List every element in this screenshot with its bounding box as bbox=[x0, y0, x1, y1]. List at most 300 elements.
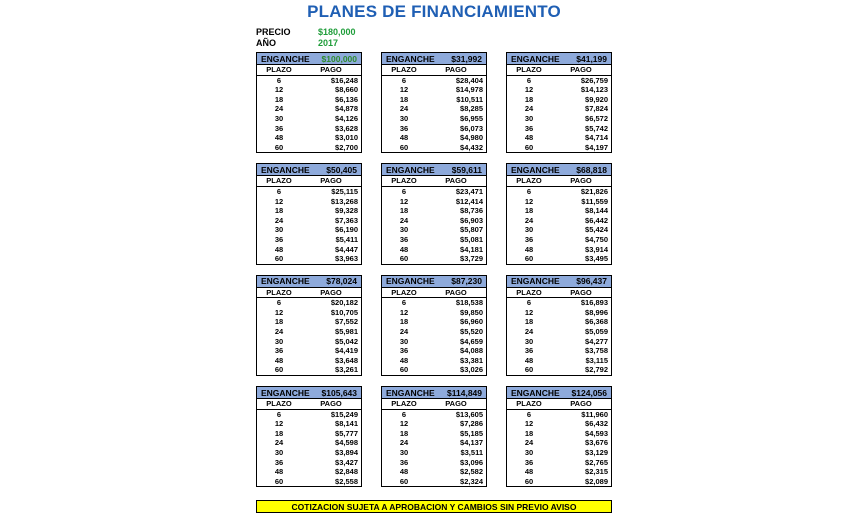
pago-cell: $6,368 bbox=[585, 317, 608, 327]
table-row bbox=[382, 254, 486, 264]
plazo-cell: 60 bbox=[399, 254, 409, 264]
card-header bbox=[381, 52, 487, 65]
pago-cell: $5,411 bbox=[335, 234, 358, 244]
pago-cell: $8,141 bbox=[335, 419, 358, 429]
pago-cell: $5,042 bbox=[335, 336, 358, 346]
table-row bbox=[382, 76, 486, 86]
plazo-cell: 36 bbox=[274, 234, 284, 244]
plazo-cell: 48 bbox=[399, 355, 409, 365]
table-row bbox=[382, 337, 486, 347]
pago-cell: $11,559 bbox=[581, 196, 608, 206]
table-row bbox=[257, 337, 361, 347]
pago-cell: $8,144 bbox=[585, 206, 608, 216]
table-row bbox=[257, 76, 361, 86]
enganche-value: $124,056 bbox=[571, 387, 607, 398]
table-row bbox=[257, 225, 361, 235]
table-row bbox=[257, 95, 361, 105]
pago-cell: $8,285 bbox=[460, 104, 483, 114]
pago-cell: $4,277 bbox=[585, 336, 608, 346]
payment-table bbox=[256, 65, 362, 153]
plazo-cell: 48 bbox=[524, 133, 534, 143]
pago-cell: $8,736 bbox=[460, 206, 483, 216]
pago-cell: $12,414 bbox=[455, 196, 483, 206]
pago-cell: $3,427 bbox=[335, 457, 358, 467]
pago-cell: $2,700 bbox=[335, 142, 358, 152]
table-row bbox=[507, 76, 611, 86]
pago-cell: $6,190 bbox=[335, 225, 358, 235]
plazo-cell: 6 bbox=[526, 409, 532, 419]
table-row bbox=[507, 254, 611, 264]
pago-cell: $3,261 bbox=[335, 365, 358, 375]
pago-cell: $21,826 bbox=[580, 186, 608, 196]
table-row bbox=[257, 458, 361, 468]
enganche-value: $31,992 bbox=[451, 53, 482, 64]
table-row bbox=[507, 95, 611, 105]
card-header bbox=[506, 52, 612, 65]
table-row bbox=[507, 235, 611, 245]
table-row bbox=[382, 298, 486, 308]
enganche-value: $96,437 bbox=[576, 276, 607, 287]
pago-cell: $4,598 bbox=[335, 438, 358, 448]
plazo-cell: 36 bbox=[274, 123, 284, 133]
enganche-value: $100,000 bbox=[321, 53, 357, 64]
pago-cell: $3,026 bbox=[460, 365, 483, 375]
pago-cell: $3,963 bbox=[335, 254, 358, 264]
plazo-cell: 60 bbox=[399, 142, 409, 152]
pago-cell: $10,511 bbox=[456, 94, 483, 104]
plazo-cell: 60 bbox=[274, 142, 284, 152]
pago-cell: $6,572 bbox=[585, 113, 608, 123]
pago-cell: $6,442 bbox=[585, 215, 608, 225]
table-header bbox=[257, 176, 361, 187]
plazo-cell: 60 bbox=[274, 254, 284, 264]
table-row bbox=[257, 104, 361, 114]
table-row bbox=[507, 225, 611, 235]
enganche-label: ENGANCHE bbox=[386, 387, 435, 398]
plazo-cell: 60 bbox=[524, 254, 534, 264]
plazo-cell: 12 bbox=[399, 196, 409, 206]
plazo-cell: 6 bbox=[276, 186, 282, 196]
plazo-cell: 60 bbox=[524, 476, 534, 486]
pago-header: PAGO bbox=[320, 399, 342, 409]
pago-cell: $4,750 bbox=[585, 234, 608, 244]
pago-cell: $28,404 bbox=[455, 75, 483, 85]
financing-card bbox=[381, 52, 487, 153]
table-row bbox=[257, 206, 361, 216]
card-header bbox=[381, 163, 487, 176]
plazo-cell: 6 bbox=[401, 75, 407, 85]
pago-cell: $26,759 bbox=[580, 75, 608, 85]
table-row bbox=[382, 356, 486, 366]
plazo-cell: 36 bbox=[524, 123, 534, 133]
payment-table bbox=[381, 176, 487, 264]
pago-cell: $5,424 bbox=[585, 225, 608, 235]
table-header bbox=[382, 288, 486, 299]
table-header bbox=[382, 399, 486, 410]
card-header bbox=[256, 386, 362, 399]
pago-cell: $7,552 bbox=[335, 317, 358, 327]
table-row bbox=[507, 197, 611, 207]
pago-cell: $4,659 bbox=[460, 336, 483, 346]
plazo-cell: 6 bbox=[401, 186, 407, 196]
pago-cell: $10,705 bbox=[330, 307, 358, 317]
table-row bbox=[382, 438, 486, 448]
table-row bbox=[257, 143, 361, 153]
plazo-cell: 48 bbox=[274, 467, 284, 477]
table-header bbox=[257, 288, 361, 299]
pago-cell: $16,893 bbox=[580, 298, 608, 308]
table-row bbox=[507, 85, 611, 95]
table-row bbox=[507, 337, 611, 347]
table-row bbox=[257, 419, 361, 429]
plazo-header: PLAZO bbox=[516, 65, 542, 74]
table-row bbox=[507, 216, 611, 226]
pago-cell: $4,447 bbox=[335, 244, 358, 254]
table-row bbox=[507, 458, 611, 468]
table-row bbox=[382, 95, 486, 105]
table-row bbox=[382, 410, 486, 420]
pago-cell: $5,081 bbox=[460, 234, 483, 244]
table-row bbox=[382, 225, 486, 235]
financing-card bbox=[256, 52, 362, 153]
plazo-cell: 30 bbox=[399, 448, 409, 457]
plazo-cell: 24 bbox=[399, 438, 409, 448]
pago-cell: $8,660 bbox=[335, 85, 358, 95]
plazo-cell: 24 bbox=[524, 215, 534, 225]
plazo-cell: 48 bbox=[399, 244, 409, 254]
plazo-cell: 24 bbox=[524, 327, 534, 337]
pago-cell: $5,185 bbox=[460, 428, 483, 438]
plazo-header: PLAZO bbox=[516, 399, 542, 409]
table-row bbox=[257, 346, 361, 356]
precio-row bbox=[256, 27, 356, 37]
plazo-cell: 30 bbox=[399, 336, 409, 346]
pago-cell: $4,088 bbox=[460, 346, 483, 356]
table-row bbox=[507, 327, 611, 337]
table-row bbox=[257, 245, 361, 255]
plazo-cell: 36 bbox=[524, 234, 534, 244]
pago-cell: $5,520 bbox=[460, 327, 483, 337]
plazo-cell: 6 bbox=[276, 298, 282, 308]
enganche-label: ENGANCHE bbox=[511, 53, 560, 64]
plazo-cell: 24 bbox=[274, 438, 284, 448]
enganche-value: $41,199 bbox=[576, 53, 607, 64]
card-header bbox=[506, 163, 612, 176]
pago-cell: $3,096 bbox=[460, 457, 483, 467]
plazo-cell: 18 bbox=[274, 428, 284, 438]
plazo-cell: 18 bbox=[399, 94, 409, 104]
enganche-value: $50,405 bbox=[326, 164, 357, 175]
plazo-cell: 12 bbox=[524, 307, 534, 317]
pago-cell: $2,089 bbox=[585, 476, 608, 486]
pago-cell: $5,059 bbox=[585, 327, 608, 337]
pago-cell: $9,328 bbox=[335, 206, 358, 216]
card-row bbox=[256, 386, 612, 487]
enganche-label: ENGANCHE bbox=[511, 164, 560, 175]
payment-table bbox=[381, 288, 487, 376]
pago-cell: $6,903 bbox=[460, 215, 483, 225]
pago-cell: $2,558 bbox=[335, 476, 358, 486]
enganche-label: ENGANCHE bbox=[511, 276, 560, 287]
precio-value: $180,000 bbox=[318, 27, 356, 37]
plazo-header: PLAZO bbox=[266, 287, 292, 297]
enganche-label: ENGANCHE bbox=[386, 164, 435, 175]
table-row bbox=[382, 114, 486, 124]
table-row bbox=[507, 410, 611, 420]
table-row bbox=[382, 429, 486, 439]
card-header bbox=[256, 275, 362, 288]
plazo-cell: 18 bbox=[524, 317, 534, 327]
disclaimer-banner: COTIZACION SUJETA A APROBACION Y CAMBIOS SIN PREVIO AVISO bbox=[256, 500, 612, 513]
pago-cell: $6,432 bbox=[585, 419, 608, 429]
table-row bbox=[382, 365, 486, 375]
pago-cell: $13,605 bbox=[455, 409, 483, 419]
table-row bbox=[507, 206, 611, 216]
plazo-cell: 12 bbox=[399, 85, 409, 95]
pago-cell: $5,777 bbox=[335, 428, 358, 438]
payment-table bbox=[506, 65, 612, 153]
financing-card bbox=[381, 275, 487, 376]
plazo-cell: 24 bbox=[399, 327, 409, 337]
plazo-cell: 36 bbox=[399, 346, 409, 356]
plazo-cell: 24 bbox=[274, 327, 284, 337]
pago-header: PAGO bbox=[570, 399, 592, 409]
pago-cell: $9,850 bbox=[460, 307, 483, 317]
plazo-cell: 24 bbox=[524, 438, 534, 448]
pago-cell: $14,978 bbox=[455, 85, 483, 95]
pago-cell: $2,848 bbox=[335, 467, 358, 477]
pago-cell: $4,878 bbox=[335, 104, 358, 114]
plazo-header: PLAZO bbox=[391, 399, 417, 409]
plazo-cell: 18 bbox=[524, 206, 534, 216]
plazo-cell: 48 bbox=[524, 467, 534, 477]
card-row bbox=[256, 52, 612, 153]
table-row bbox=[257, 197, 361, 207]
plazo-cell: 60 bbox=[399, 365, 409, 375]
plazo-cell: 30 bbox=[274, 113, 284, 123]
plazo-cell: 18 bbox=[274, 94, 284, 104]
plazo-cell: 6 bbox=[276, 409, 282, 419]
pago-cell: $3,628 bbox=[335, 123, 358, 133]
enganche-value: $114,849 bbox=[447, 387, 482, 398]
enganche-label: ENGANCHE bbox=[386, 53, 435, 64]
card-header bbox=[256, 52, 362, 65]
plazo-cell: 12 bbox=[274, 85, 284, 95]
pago-cell: $6,073 bbox=[460, 123, 483, 133]
plazo-header: PLAZO bbox=[266, 399, 292, 409]
table-row bbox=[382, 317, 486, 327]
plazo-cell: 36 bbox=[399, 123, 409, 133]
enganche-label: ENGANCHE bbox=[511, 387, 560, 398]
plazo-cell: 6 bbox=[526, 186, 532, 196]
card-header bbox=[256, 163, 362, 176]
anio-label: AÑO bbox=[256, 38, 276, 48]
financing-grid bbox=[256, 52, 612, 497]
plazo-cell: 60 bbox=[524, 142, 534, 152]
pago-header: PAGO bbox=[320, 65, 342, 74]
table-row bbox=[257, 124, 361, 134]
table-header bbox=[507, 176, 611, 187]
pago-header: PAGO bbox=[445, 65, 467, 74]
pago-cell: $7,286 bbox=[460, 419, 483, 429]
pago-cell: $6,136 bbox=[335, 94, 358, 104]
payment-table bbox=[381, 399, 487, 487]
table-row bbox=[507, 477, 611, 487]
plazo-cell: 30 bbox=[524, 113, 534, 123]
table-row bbox=[382, 187, 486, 197]
plazo-cell: 6 bbox=[401, 298, 407, 308]
table-row bbox=[507, 133, 611, 143]
plazo-header: PLAZO bbox=[266, 65, 292, 74]
plazo-cell: 48 bbox=[274, 244, 284, 254]
table-header bbox=[382, 176, 486, 187]
table-row bbox=[507, 114, 611, 124]
table-header bbox=[257, 399, 361, 410]
plazo-cell: 36 bbox=[399, 457, 409, 467]
plazo-cell: 30 bbox=[524, 448, 534, 457]
pago-cell: $4,593 bbox=[585, 428, 608, 438]
pago-cell: $13,268 bbox=[330, 196, 358, 206]
plazo-cell: 24 bbox=[524, 104, 534, 114]
table-row bbox=[507, 429, 611, 439]
pago-cell: $3,648 bbox=[335, 355, 358, 365]
enganche-value: $78,024 bbox=[326, 276, 357, 287]
table-header bbox=[257, 65, 361, 76]
plazo-cell: 24 bbox=[274, 215, 284, 225]
pago-cell: $8,996 bbox=[585, 307, 608, 317]
pago-cell: $2,582 bbox=[460, 467, 483, 477]
payment-table bbox=[256, 176, 362, 264]
plazo-cell: 6 bbox=[526, 298, 532, 308]
table-header bbox=[507, 399, 611, 410]
plazo-cell: 36 bbox=[274, 457, 284, 467]
financing-card bbox=[506, 275, 612, 376]
plazo-header: PLAZO bbox=[391, 65, 417, 74]
plazo-cell: 30 bbox=[399, 225, 409, 235]
card-header bbox=[381, 275, 487, 288]
precio-label: PRECIO bbox=[256, 27, 291, 37]
plazo-cell: 48 bbox=[524, 244, 534, 254]
pago-cell: $2,324 bbox=[460, 476, 483, 486]
table-row bbox=[257, 327, 361, 337]
table-header bbox=[507, 288, 611, 299]
plazo-cell: 18 bbox=[524, 94, 534, 104]
table-row bbox=[257, 429, 361, 439]
pago-header: PAGO bbox=[570, 287, 592, 297]
table-row bbox=[257, 410, 361, 420]
pago-cell: $5,981 bbox=[335, 327, 358, 337]
table-row bbox=[382, 124, 486, 134]
pago-cell: $4,181 bbox=[460, 244, 483, 254]
table-row bbox=[507, 124, 611, 134]
pago-header: PAGO bbox=[320, 287, 342, 297]
table-row bbox=[382, 448, 486, 458]
table-row bbox=[257, 298, 361, 308]
plazo-cell: 48 bbox=[274, 355, 284, 365]
plazo-cell: 12 bbox=[399, 307, 409, 317]
plazo-header: PLAZO bbox=[391, 176, 417, 186]
enganche-label: ENGANCHE bbox=[261, 387, 310, 398]
payment-table bbox=[506, 399, 612, 487]
payment-table bbox=[506, 176, 612, 264]
plazo-cell: 24 bbox=[274, 104, 284, 114]
plazo-cell: 60 bbox=[524, 365, 534, 375]
table-row bbox=[507, 245, 611, 255]
pago-cell: $7,363 bbox=[335, 215, 358, 225]
pago-cell: $18,538 bbox=[455, 298, 483, 308]
plazo-cell: 18 bbox=[274, 317, 284, 327]
table-row bbox=[507, 143, 611, 153]
pago-header: PAGO bbox=[445, 176, 467, 186]
pago-cell: $5,807 bbox=[460, 225, 483, 235]
payment-table bbox=[506, 288, 612, 376]
pago-cell: $4,980 bbox=[460, 133, 483, 143]
table-row bbox=[382, 308, 486, 318]
table-row bbox=[382, 477, 486, 487]
pago-header: PAGO bbox=[320, 176, 342, 186]
anio-value: 2017 bbox=[318, 38, 339, 48]
pago-cell: $7,824 bbox=[585, 104, 608, 114]
pago-cell: $3,381 bbox=[460, 355, 483, 365]
pago-cell: $14,123 bbox=[580, 85, 608, 95]
pago-cell: $15,249 bbox=[330, 409, 358, 419]
pago-header: PAGO bbox=[445, 287, 467, 297]
financing-card bbox=[506, 386, 612, 487]
table-row bbox=[257, 448, 361, 458]
plazo-cell: 30 bbox=[524, 336, 534, 346]
pago-cell: $3,495 bbox=[585, 254, 608, 264]
plazo-cell: 18 bbox=[524, 428, 534, 438]
plazo-cell: 48 bbox=[524, 355, 534, 365]
anio-row bbox=[256, 38, 338, 48]
table-row bbox=[257, 187, 361, 197]
pago-cell: $25,115 bbox=[331, 186, 358, 196]
pago-cell: $3,511 bbox=[460, 448, 483, 457]
plazo-cell: 12 bbox=[524, 196, 534, 206]
payment-table bbox=[256, 288, 362, 376]
plazo-cell: 6 bbox=[526, 75, 532, 85]
table-row bbox=[382, 206, 486, 216]
table-row bbox=[382, 85, 486, 95]
pago-cell: $6,960 bbox=[460, 317, 483, 327]
pago-header: PAGO bbox=[445, 399, 467, 409]
card-row bbox=[256, 163, 612, 264]
financing-card bbox=[381, 386, 487, 487]
table-row bbox=[257, 308, 361, 318]
table-row bbox=[382, 458, 486, 468]
table-row bbox=[382, 133, 486, 143]
table-row bbox=[507, 317, 611, 327]
pago-cell: $4,714 bbox=[585, 133, 608, 143]
page-title: PLANES DE FINANCIAMIENTO bbox=[307, 2, 561, 21]
plazo-cell: 24 bbox=[399, 104, 409, 114]
pago-cell: $3,676 bbox=[585, 438, 608, 448]
plazo-cell: 30 bbox=[274, 225, 284, 235]
plazo-cell: 48 bbox=[274, 133, 284, 143]
table-row bbox=[257, 467, 361, 477]
table-row bbox=[507, 104, 611, 114]
pago-cell: $11,960 bbox=[581, 409, 608, 419]
table-row bbox=[382, 143, 486, 153]
plazo-cell: 30 bbox=[399, 113, 409, 123]
pago-cell: $9,920 bbox=[585, 94, 608, 104]
pago-cell: $4,126 bbox=[335, 113, 358, 123]
financing-card bbox=[381, 163, 487, 264]
pago-cell: $5,742 bbox=[585, 123, 608, 133]
enganche-label: ENGANCHE bbox=[386, 276, 435, 287]
plazo-header: PLAZO bbox=[516, 287, 542, 297]
enganche-value: $59,611 bbox=[451, 164, 482, 175]
